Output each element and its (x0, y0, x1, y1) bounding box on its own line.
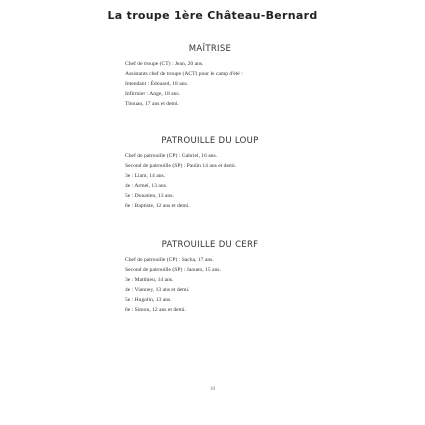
section-heading: MAÎTRISE (188, 44, 232, 54)
roster-line: Chef de patrouille (CP) : Sacha, 17 ans. (125, 257, 214, 263)
section-patrouille-loup (125, 136, 315, 211)
roster-line: 6e : Baptiste, 12 ans et demi. (125, 203, 190, 209)
roster-line: Assistants chef de troupe (ACT) pour le camp d'été : (125, 71, 243, 77)
roster-line: 3e : Liam, 14 ans. (125, 173, 166, 179)
roster-line: Second de patrouille (SP) : Jaouen, 15 ans. (125, 267, 221, 273)
roster-line: Titouan, 17 ans et demi. (125, 101, 179, 107)
roster-line: 4e : Vianney, 13 ans et demi. (125, 287, 190, 293)
page-number: 10 (209, 386, 216, 392)
roster-line: Chef de troupe (CT) : Jean, 20 ans. (125, 61, 204, 67)
section-patrouille-cerf (125, 240, 315, 315)
roster-line: Infirmier : Ange, 18 ans. (125, 91, 180, 97)
roster-line: Intendant : Édouard, 18 ans. (125, 81, 189, 87)
section-heading: PATROUILLE DU CERF (161, 240, 259, 250)
roster-line: Chef de patrouille (CP) : Gabriel, 16 ans. (125, 153, 218, 159)
roster-line: 5e : Donatien, 13 ans. (125, 193, 174, 199)
roster-line: 5e : Hugolin, 13 ans. (125, 297, 172, 303)
section-maitrise (125, 44, 315, 109)
roster-line: Second de patrouille (SP) : Paulin 14 ans et demi. (125, 163, 237, 169)
page-title: La troupe 1ère Château-Bernard (107, 9, 318, 22)
roster-line: 4e : Armel, 13 ans. (125, 183, 168, 189)
roster-line: 6e : Simon, 12 ans et demi. (125, 307, 186, 313)
roster-line: 3e : Matthieu, 14 ans. (125, 277, 174, 283)
section-heading: PATROUILLE DU LOUP (161, 136, 259, 146)
